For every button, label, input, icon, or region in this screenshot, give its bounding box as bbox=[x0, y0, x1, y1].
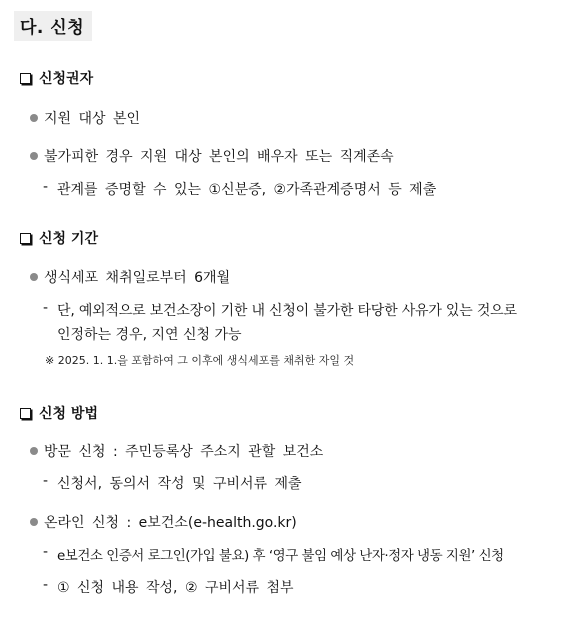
bullet-dot-icon bbox=[30, 152, 38, 160]
section-heading-label: 신청 기간 bbox=[39, 231, 98, 247]
list-item bbox=[30, 512, 297, 532]
sub-list-item bbox=[43, 473, 302, 493]
list-item-text: 온라인 신청 : e보건소(e-health.go.kr) bbox=[44, 515, 297, 531]
bullet-dot-icon bbox=[30, 447, 38, 455]
sub-list-item-text: e보건소 인증서 로그인(가입 불요) 후 ‘영구 불임 예상 난자·정자 냉동 지원’ 신청 bbox=[57, 548, 504, 564]
dash-mark: - bbox=[43, 473, 49, 489]
section-heading-label: 신청권자 bbox=[39, 71, 94, 87]
section-heading-label: 신청 방법 bbox=[39, 406, 98, 422]
sub-list-item bbox=[43, 544, 504, 564]
bullet-dot-icon bbox=[30, 518, 38, 526]
footnote: ※ 2025. 1. 1.을 포함하여 그 이후에 생식세포를 채취한 자일 것 bbox=[45, 354, 355, 367]
section-heading-applicant bbox=[20, 68, 93, 88]
list-item-text: 방문 신청 : 주민등록상 주소지 관할 보건소 bbox=[44, 444, 324, 460]
list-item-text: 생식세포 채취일로부터 6개월 bbox=[44, 270, 231, 286]
list-item bbox=[30, 108, 140, 128]
sub-list-item-continuation: 인정하는 경우, 지연 신청 가능 bbox=[57, 327, 242, 343]
dash-mark: - bbox=[43, 179, 49, 195]
checkbox-square-icon bbox=[20, 408, 31, 419]
sub-list-item bbox=[43, 300, 517, 320]
list-item bbox=[30, 146, 394, 166]
sub-list-item-text: 단, 예외적으로 보건소장이 기한 내 신청이 불가한 타당한 사유가 있는 것으로 bbox=[57, 303, 517, 319]
section-heading-method bbox=[20, 403, 98, 423]
dash-mark: - bbox=[43, 544, 49, 560]
section-heading-period bbox=[20, 228, 98, 248]
bullet-dot-icon bbox=[30, 273, 38, 281]
sub-list-item-text: 신청서, 동의서 작성 및 구비서류 제출 bbox=[57, 476, 302, 492]
sub-list-item bbox=[43, 577, 294, 597]
sub-list-item-text: 관계를 증명할 수 있는 ①신분증, ②가족관계증명서 등 제출 bbox=[57, 182, 437, 198]
list-item bbox=[30, 441, 323, 461]
list-item-text: 지원 대상 본인 bbox=[44, 111, 141, 127]
sub-list-item-text: ① 신청 내용 작성, ② 구비서류 첨부 bbox=[57, 580, 294, 596]
sub-list-item bbox=[43, 179, 436, 199]
list-item-text: 불가피한 경우 지원 대상 본인의 배우자 또는 직계존속 bbox=[44, 149, 394, 165]
bullet-dot-icon bbox=[30, 114, 38, 122]
dash-mark: - bbox=[43, 577, 49, 593]
list-item bbox=[30, 267, 230, 287]
page-title: 다. 신청 bbox=[14, 11, 92, 41]
checkbox-square-icon bbox=[20, 233, 31, 244]
dash-mark: - bbox=[43, 300, 49, 316]
checkbox-square-icon bbox=[20, 73, 31, 84]
